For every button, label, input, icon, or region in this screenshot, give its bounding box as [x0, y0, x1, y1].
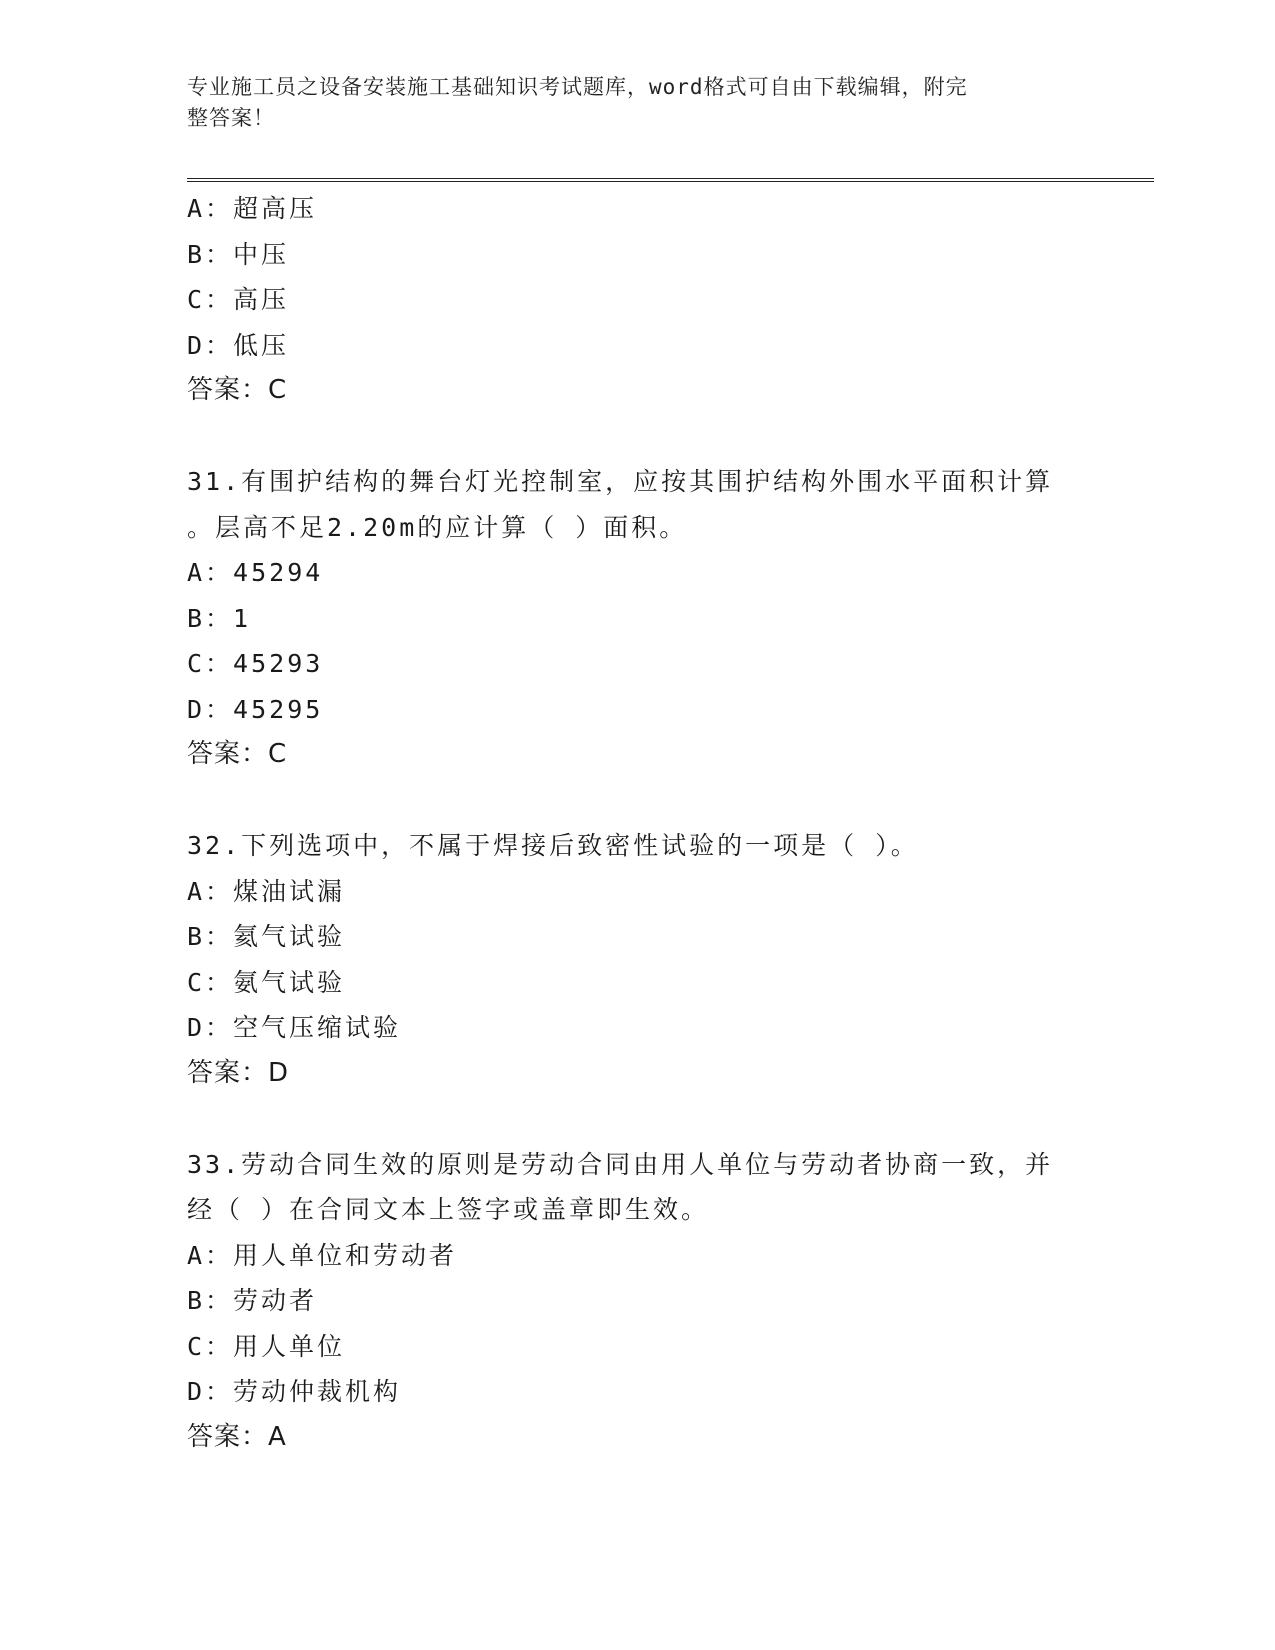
- question-stem-line-1: 32.下列选项中，不属于焊接后致密性试验的一项是（ ）。: [187, 831, 919, 860]
- spacer: [187, 1096, 1087, 1142]
- option-a: A：用人单位和劳动者: [187, 1240, 458, 1270]
- answer: 答案：C: [187, 375, 288, 405]
- question-30: [187, 186, 1087, 414]
- option-a: A：煤油试漏: [187, 876, 346, 906]
- option-d: D：45295: [187, 694, 324, 724]
- option-d: D：空气压缩试验: [187, 1013, 402, 1042]
- option-d: D：低压: [187, 330, 290, 360]
- spacer: [187, 414, 1087, 460]
- question-33: [187, 1142, 1087, 1461]
- option-a: A：45294: [187, 558, 324, 587]
- option-b: B：劳动者: [187, 1286, 318, 1315]
- option-c: C：45293: [187, 649, 324, 678]
- option-c: C：氨气试验: [187, 967, 346, 997]
- question-list: [187, 186, 1087, 1460]
- spacer: [187, 778, 1087, 824]
- question-32: [187, 823, 1087, 1096]
- document-header: [187, 72, 1067, 134]
- answer: 答案：D: [187, 1057, 290, 1088]
- question-stem-line-1: 33.劳动合同生效的原则是劳动合同由用人单位与劳动者协商一致，并: [187, 1149, 1054, 1179]
- option-c: C：高压: [187, 285, 290, 314]
- question-stem-line-1: 31.有围护结构的舞台灯光控制室，应按其围护结构外围水平面积计算: [187, 467, 1054, 496]
- option-a: A：超高压: [187, 194, 318, 223]
- option-d: D：劳动仲裁机构: [187, 1377, 402, 1406]
- option-b: B：中压: [187, 239, 290, 269]
- answer: 答案：A: [187, 1421, 287, 1452]
- answer: 答案：C: [187, 739, 288, 769]
- question-stem-line-2: 经（ ）在合同文本上签字或盖章即生效。: [187, 1195, 710, 1224]
- question-stem-line-2: 。层高不足2.20m的应计算（ ）面积。: [187, 512, 688, 542]
- header-line-1: 专业施工员之设备安装施工基础知识考试题库，word格式可自由下载编辑，附完: [187, 75, 968, 99]
- header-line-2: 整答案！: [187, 106, 275, 130]
- header-divider: [187, 178, 1154, 182]
- option-b: B：1: [187, 603, 252, 633]
- option-c: C：用人单位: [187, 1331, 346, 1361]
- question-31: [187, 459, 1087, 778]
- option-b: B：氦气试验: [187, 922, 346, 951]
